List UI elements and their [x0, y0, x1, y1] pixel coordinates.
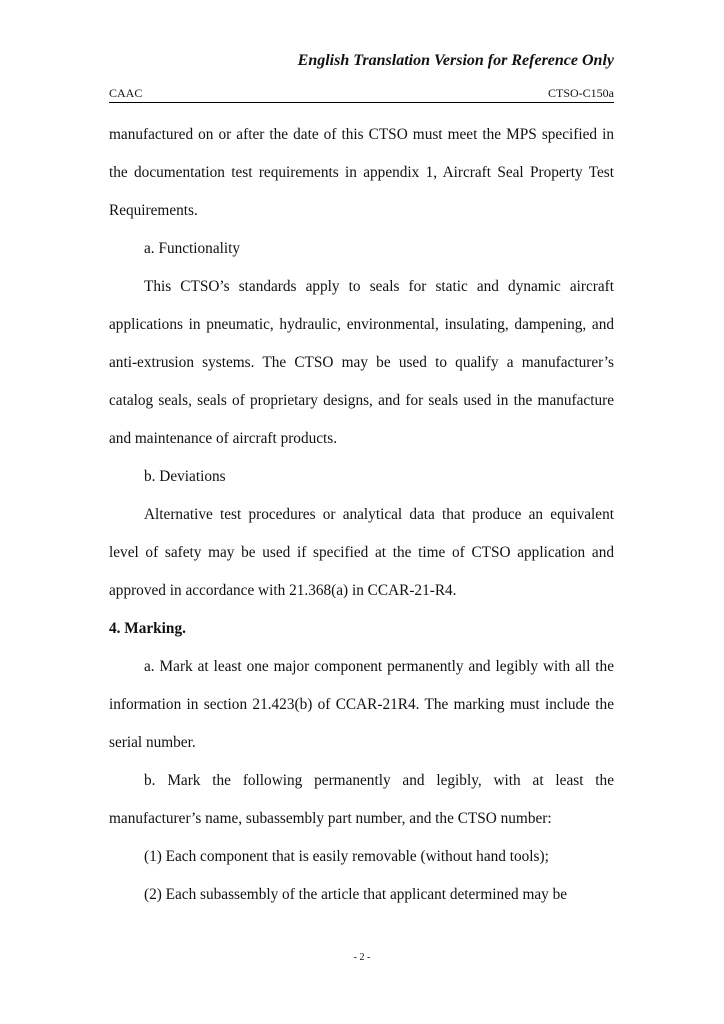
list-item: (2) Each subassembly of the article that applicant determined may be: [144, 886, 568, 903]
page-number: - 2 -: [353, 952, 371, 963]
subheading-deviations: b. Deviations: [144, 468, 226, 485]
paragraph: This CTSO’s standards apply to seals for static and dynamic aircraft applications in pneumatic, hydraulic, environmental, insulating, dampening, and anti-extrusion systems. The CTSO may be used to qualify a manufacturer’s catalog seals, seals of proprietary designs, and for seals used in the manufacture and maintenance of aircraft products.: [109, 278, 614, 447]
paragraph: Alternative test procedures or analytical data that produce an equivalent level of safety may be used if specified at the time of CTSO application and approved in accordance with 21.368(a) in CCAR-21-R4.: [109, 506, 614, 599]
paragraph: b. Mark the following permanently and legibly, with at least the manufacturer’s name, subassembly part number, and the CTSO number:: [109, 772, 614, 827]
header-right: CTSO-C150a: [548, 86, 614, 100]
paragraph: a. Mark at least one major component permanently and legibly with all the information in section 21.423(b) of CCAR-21R4. The marking must include the serial number.: [109, 658, 614, 751]
document-title: English Translation Version for Reference Only: [297, 52, 614, 69]
document-body: [109, 116, 614, 914]
header-left: CAAC: [109, 86, 143, 100]
paragraph: manufactured on or after the date of this CTSO must meet the MPS specified in the documentation test requirements in appendix 1, Aircraft Seal Property Test Requirements.: [109, 126, 614, 219]
subheading-functionality: a. Functionality: [144, 240, 241, 257]
running-header: [109, 86, 614, 103]
section-heading-marking: 4. Marking.: [109, 620, 186, 637]
list-item: (1) Each component that is easily removable (without hand tools);: [144, 848, 549, 865]
